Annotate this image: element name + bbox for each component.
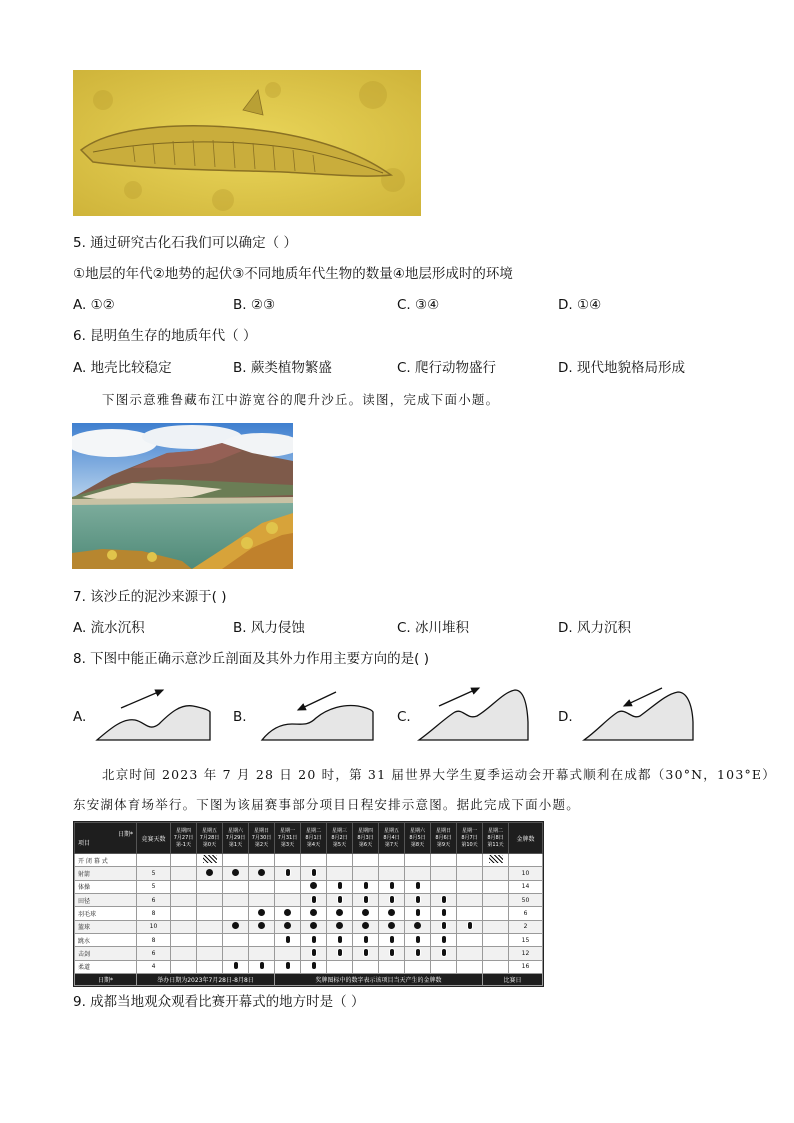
medal-icon <box>363 948 369 957</box>
medal-icon <box>415 908 421 917</box>
competition-day-icon <box>388 909 395 916</box>
ceremony-icon <box>203 855 217 863</box>
q5-option-b[interactable]: B. ②③ <box>233 297 276 313</box>
event-days: 8 <box>137 933 171 946</box>
competition-day-icon <box>362 922 369 929</box>
medal-icon <box>389 935 395 944</box>
medal-icon <box>389 948 395 957</box>
games-intro-line2: 东安湖体育场举行。下图为该届赛事部分项目日程安排示意图。据此完成下面小题。 <box>73 797 580 812</box>
medal-icon <box>363 895 369 904</box>
event-gold-medals: 14 <box>509 880 543 893</box>
event-days: 6 <box>137 947 171 960</box>
q8-option-c[interactable]: C. <box>397 709 411 725</box>
schedule-day-header: 星期一 8月7日 第10天 <box>457 823 483 854</box>
medal-icon <box>389 895 395 904</box>
question-9-stem: 9. 成都当地观众观看比赛开幕式的地方时是（ ） <box>73 994 365 1010</box>
q7-option-b[interactable]: B. 风力侵蚀 <box>233 620 305 636</box>
competition-day-icon <box>232 869 239 876</box>
schedule-day-header: 星期五 7月28日 第0天 <box>197 823 223 854</box>
schedule-row <box>75 880 543 893</box>
schedule-day-header: 星期一 7月31日 第3天 <box>275 823 301 854</box>
medal-icon <box>337 895 343 904</box>
gold-medals-header: 金牌数 <box>509 823 543 854</box>
footer-label: 日期* <box>75 974 137 986</box>
schedule-day-header: 星期二 8月1日 第4天 <box>301 823 327 854</box>
event-name: 开 闭 幕 式 <box>75 854 137 867</box>
medal-icon <box>311 868 317 877</box>
competition-day-icon <box>310 909 317 916</box>
medal-icon <box>441 948 447 957</box>
question-8-stem: 8. 下图中能正确示意沙丘剖面及其外力作用主要方向的是( ) <box>73 651 429 667</box>
schedule-row <box>75 907 543 920</box>
medal-icon <box>285 868 291 877</box>
fossil-image <box>73 70 421 216</box>
dune-diagram-c[interactable] <box>415 682 533 748</box>
q6-option-a[interactable]: A. 地壳比较稳定 <box>73 360 172 376</box>
competition-day-icon <box>258 869 265 876</box>
event-gold-medals: 16 <box>509 960 543 973</box>
event-days <box>137 854 171 867</box>
medal-icon <box>311 948 317 957</box>
schedule-day-header: 星期二 8月8日 第11天 <box>483 823 509 854</box>
competition-day-icon <box>258 909 265 916</box>
question-6-stem: 6. 昆明鱼生存的地质年代（ ） <box>73 328 257 344</box>
medal-icon <box>337 881 343 890</box>
medal-icon <box>285 935 291 944</box>
q8-option-a[interactable]: A. <box>73 709 87 725</box>
medal-icon <box>233 961 239 970</box>
medal-icon <box>415 895 421 904</box>
event-name: 田径 <box>75 893 137 906</box>
event-gold-medals <box>509 854 543 867</box>
medal-icon <box>389 881 395 890</box>
competition-day-icon <box>258 922 265 929</box>
competition-day-icon <box>336 909 343 916</box>
event-gold-medals: 6 <box>509 907 543 920</box>
dune-diagram-d[interactable] <box>580 682 698 748</box>
footer-note-dates: 举办日期为2023年7月28日-8月8日 <box>137 974 275 986</box>
event-name: 射箭 <box>75 867 137 880</box>
schedule-row <box>75 867 543 880</box>
q6-option-b[interactable]: B. 蕨类植物繁盛 <box>233 360 332 376</box>
event-days: 8 <box>137 907 171 920</box>
q8-option-b[interactable]: B. <box>233 709 247 725</box>
event-name: 跳水 <box>75 933 137 946</box>
q6-option-c[interactable]: C. 爬行动物盛行 <box>397 360 497 376</box>
dune-photo <box>72 423 293 569</box>
question-7-stem: 7. 该沙丘的泥沙来源于( ) <box>73 589 227 605</box>
event-days: 5 <box>137 867 171 880</box>
q7-option-a[interactable]: A. 流水沉积 <box>73 620 145 636</box>
medal-icon <box>467 921 473 930</box>
question-5-stem: 5. 通过研究古化石我们可以确定（ ） <box>73 235 297 251</box>
schedule-corner: 日期* 项目 <box>75 823 137 854</box>
medal-icon <box>259 961 265 970</box>
medal-icon <box>441 935 447 944</box>
medal-icon <box>441 895 447 904</box>
event-name: 柔道 <box>75 960 137 973</box>
schedule-day-header: 星期四 7月27日 第-1天 <box>171 823 197 854</box>
q5-option-c[interactable]: C. ③④ <box>397 297 440 313</box>
event-name: 体操 <box>75 880 137 893</box>
footer-note-competition-day: 比赛日 <box>483 974 543 986</box>
schedule-table <box>73 821 544 987</box>
schedule-row <box>75 947 543 960</box>
competition-day-icon <box>388 922 395 929</box>
schedule-day-header: 星期四 8月3日 第6天 <box>353 823 379 854</box>
schedule-row <box>75 960 543 973</box>
event-gold-medals: 50 <box>509 893 543 906</box>
schedule-row <box>75 933 543 946</box>
competition-day-icon <box>414 922 421 929</box>
schedule-row <box>75 920 543 933</box>
event-days: 5 <box>137 880 171 893</box>
question-5-statements: ①地层的年代②地势的起伏③不同地质年代生物的数量④地层形成时的环境 <box>73 266 513 282</box>
event-gold-medals: 12 <box>509 947 543 960</box>
medal-icon <box>311 895 317 904</box>
q5-option-d[interactable]: D. ①④ <box>558 297 602 313</box>
medal-icon <box>415 948 421 957</box>
event-gold-medals: 10 <box>509 867 543 880</box>
competition-day-icon <box>284 909 291 916</box>
footer-note-medals: 奖牌图标中的数字表示该项目当天产生的金牌数 <box>275 974 483 986</box>
event-days: 4 <box>137 960 171 973</box>
medal-icon <box>311 961 317 970</box>
event-gold-medals: 2 <box>509 920 543 933</box>
medal-icon <box>311 935 317 944</box>
q7-option-c[interactable]: C. 冰川堆积 <box>397 620 470 636</box>
medal-icon <box>337 935 343 944</box>
event-days: 6 <box>137 893 171 906</box>
schedule-day-header: 星期六 8月5日 第8天 <box>405 823 431 854</box>
competition-day-icon <box>284 922 291 929</box>
event-gold-medals: 15 <box>509 933 543 946</box>
medal-icon <box>363 935 369 944</box>
q8-option-d[interactable]: D. <box>558 709 573 725</box>
competition-day-icon <box>310 882 317 889</box>
medal-icon <box>337 948 343 957</box>
medal-icon <box>415 881 421 890</box>
ceremony-icon <box>489 855 503 863</box>
competition-days-header: 竞赛天数 <box>137 823 171 854</box>
medal-icon <box>363 881 369 890</box>
medal-icon <box>285 961 291 970</box>
schedule-day-header: 星期日 8月6日 第9天 <box>431 823 457 854</box>
q6-option-d[interactable]: D. 现代地貌格局形成 <box>558 360 685 376</box>
medal-icon <box>441 921 447 930</box>
competition-day-icon <box>206 869 213 876</box>
event-name: 篮球 <box>75 920 137 933</box>
schedule-row <box>75 893 543 906</box>
schedule-row <box>75 854 543 867</box>
schedule-day-header: 星期六 7月29日 第1天 <box>223 823 249 854</box>
competition-day-icon <box>310 922 317 929</box>
q5-option-a[interactable]: A. ①② <box>73 297 115 313</box>
medal-icon <box>441 908 447 917</box>
competition-day-icon <box>336 922 343 929</box>
dune-diagram-b[interactable] <box>258 682 380 748</box>
competition-day-icon <box>362 909 369 916</box>
medal-icon <box>415 935 421 944</box>
schedule-day-header: 星期五 8月4日 第7天 <box>379 823 405 854</box>
q7-option-d[interactable]: D. 风力沉积 <box>558 620 631 636</box>
event-days: 10 <box>137 920 171 933</box>
competition-day-icon <box>232 922 239 929</box>
games-intro-line1: 北京时间 2023 年 7 月 28 日 20 时，第 31 届世界大学生夏季运动会开幕式顺利在成都（30°N，103°E） <box>102 767 776 782</box>
schedule-day-header: 星期日 7月30日 第2天 <box>249 823 275 854</box>
dune-diagram-a[interactable] <box>93 682 215 748</box>
schedule-day-header: 星期三 8月2日 第5天 <box>327 823 353 854</box>
event-name: 羽毛球 <box>75 907 137 920</box>
dune-intro: 下图示意雅鲁藏布江中游宽谷的爬升沙丘。读图，完成下面小题。 <box>102 392 500 407</box>
event-name: 击剑 <box>75 947 137 960</box>
